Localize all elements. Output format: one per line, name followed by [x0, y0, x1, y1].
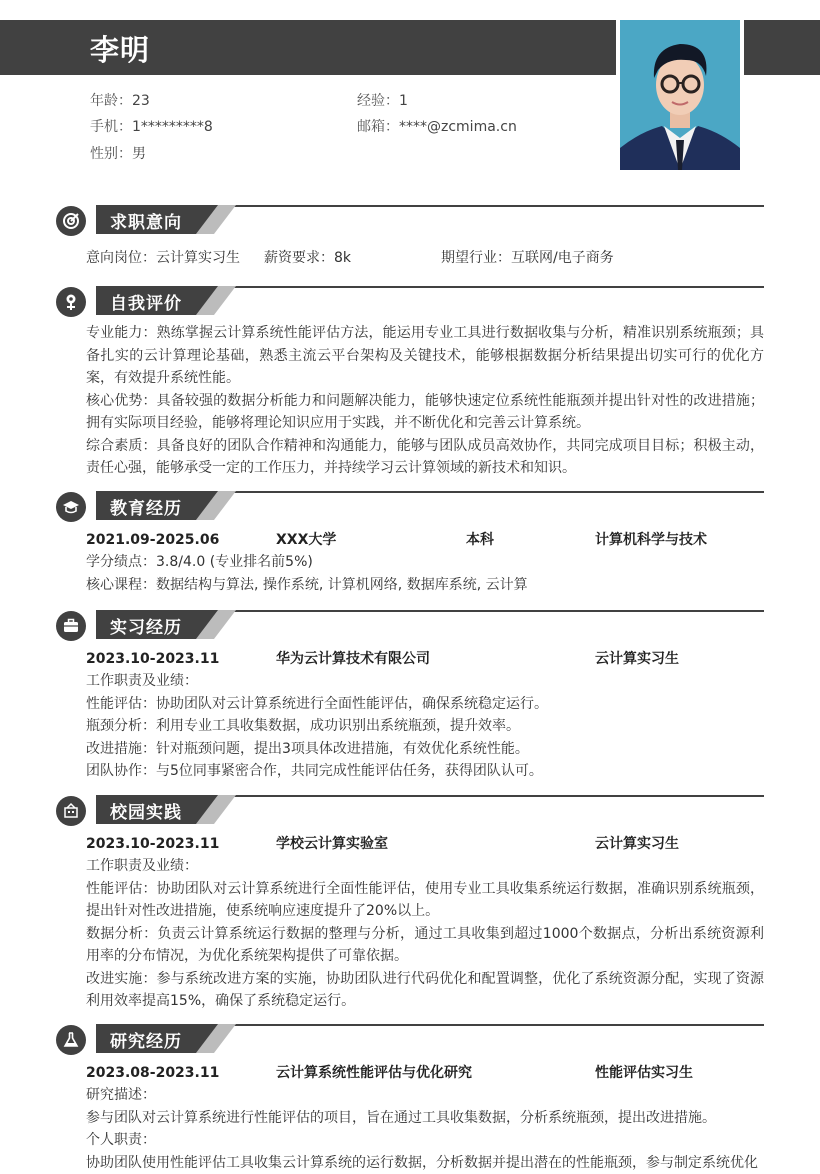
profile-photo — [620, 20, 740, 170]
self-eval-paragraph: 专业能力：熟练掌握云计算系统性能评估方法，能运用专业工具进行数据收集与分析，精准识别系统瓶颈；具备扎实的云计算理论基础，熟悉主流云平台架构及关键技术，能够根据数据分析结果提出切实可行的优化方案，有效提升系统性能。 — [86, 322, 764, 390]
internship-line: 团队协作：与5位同事紧密合作，共同完成性能评估任务，获得团队认可。 — [86, 760, 764, 783]
experience-field — [357, 91, 408, 111]
self-eval-paragraph: 综合素质：具备良好的团队合作精神和沟通能力，能够与团队成员高效协作，共同完成项目目标；积极主动，责任心强，能够承受一定的工作压力，并持续学习云计算领域的新技术和知识。 — [86, 435, 764, 480]
section-header — [56, 795, 764, 827]
experience-label: 经验： — [357, 93, 399, 109]
gender-field — [90, 144, 146, 164]
courses-line: 核心课程：数据结构与算法, 操作系统, 计算机网络, 数据库系统, 云计算 — [86, 574, 764, 597]
gender-label: 性别： — [90, 146, 132, 162]
campus-role: 云计算实习生 — [595, 833, 679, 856]
phone-label: 手机： — [90, 119, 132, 135]
email-field — [357, 117, 517, 137]
age-value: 23 — [132, 93, 150, 109]
project-name: 云计算系统性能评估与优化研究 — [276, 1062, 472, 1085]
section-header — [56, 610, 764, 642]
section-header — [56, 205, 764, 237]
internship-role: 云计算实习生 — [595, 648, 679, 671]
internship-line: 瓶颈分析：利用专业工具收集数据，成功识别出系统瓶颈，提升效率。 — [86, 715, 764, 738]
section-title: 实习经历 — [110, 613, 182, 638]
section-header — [56, 286, 764, 318]
header-bar-right — [744, 20, 820, 75]
email-value: ****@zcmima.cn — [399, 119, 517, 135]
section-research — [56, 1024, 764, 1174]
phone-value: 1*********8 — [132, 119, 213, 135]
self-eval-paragraph: 核心优势：具备较强的数据分析能力和问题解决能力，能够快速定位系统性能瓶颈并提出针对性的改进措施；拥有实际项目经验，能够将理论知识应用于实践，并不断优化和完善云计算系统。 — [86, 390, 764, 435]
campus-line: 数据分析：负责云计算系统运行数据的整理与分析，通过工具收集到超过1000个数据点，分析出系统资源利用率的分布情况，为优化系统架构提供了可靠依据。 — [86, 923, 764, 968]
company-name: 华为云计算技术有限公司 — [276, 648, 430, 671]
email-label: 邮箱： — [357, 119, 399, 135]
campus-period: 2023.10-2023.11 — [86, 833, 219, 856]
major: 计算机科学与技术 — [595, 529, 707, 552]
research-period: 2023.08-2023.11 — [86, 1062, 219, 1085]
research-line: 协助团队使用性能评估工具收集云计算系统的运行数据，分析数据并提出潜在的性能瓶颈，参与制定系统优化 — [86, 1152, 764, 1174]
education-period: 2021.09-2025.06 — [86, 529, 219, 552]
research-role: 性能评估实习生 — [595, 1062, 693, 1085]
campus-line: 工作职责及业绩： — [86, 855, 764, 878]
salary-expectation: 薪资要求：8k — [264, 247, 351, 270]
building-icon — [56, 796, 86, 826]
flask-icon — [56, 1025, 86, 1055]
org-name: 学校云计算实验室 — [276, 833, 388, 856]
internship-line: 性能评估：协助团队对云计算系统进行全面性能评估，确保系统稳定运行。 — [86, 693, 764, 716]
internship-period: 2023.10-2023.11 — [86, 648, 219, 671]
research-line: 个人职责： — [86, 1129, 764, 1152]
campus-entry-header — [86, 831, 764, 855]
section-title: 教育经历 — [110, 494, 182, 519]
age-label: 年龄： — [90, 93, 132, 109]
age-field — [90, 91, 150, 111]
flower-icon — [56, 287, 86, 317]
expected-industry: 期望行业：互联网/电子商务 — [441, 247, 614, 270]
target-icon — [56, 206, 86, 236]
section-title: 求职意向 — [110, 208, 182, 233]
experience-value: 1 — [399, 93, 408, 109]
research-line: 研究描述： — [86, 1084, 764, 1107]
section-campus-practice — [56, 795, 764, 1013]
section-title: 自我评价 — [110, 289, 182, 314]
education-entry-header — [86, 527, 764, 551]
degree: 本科 — [466, 529, 494, 552]
internship-line: 工作职责及业绩： — [86, 670, 764, 693]
campus-line: 改进实施：参与系统改进方案的实施，协助团队进行代码优化和配置调整，优化了系统资源分配，实现了资源利用效率提高15%，确保了系统稳定运行。 — [86, 968, 764, 1013]
graduation-cap-icon — [56, 492, 86, 522]
section-title: 校园实践 — [110, 798, 182, 823]
candidate-name: 李明 — [90, 28, 150, 69]
school-name: XXX大学 — [276, 529, 336, 552]
internship-entry-header — [86, 646, 764, 670]
gender-value: 男 — [132, 146, 146, 162]
section-header — [56, 491, 764, 523]
section-internship — [56, 610, 764, 783]
gpa-line: 学分绩点：3.8/4.0 (专业排名前5%) — [86, 551, 764, 574]
internship-line: 改进措施：针对瓶颈问题，提出3项具体改进措施，有效优化系统性能。 — [86, 738, 764, 761]
research-line: 参与团队对云计算系统进行性能评估的项目，旨在通过工具收集数据，分析系统瓶颈，提出改进措施。 — [86, 1107, 764, 1130]
intended-position: 意向岗位：云计算实习生 — [86, 247, 240, 270]
briefcase-icon — [56, 611, 86, 641]
section-self-evaluation — [56, 286, 764, 480]
section-title: 研究经历 — [110, 1027, 182, 1052]
section-job-intent — [56, 205, 764, 277]
phone-field — [90, 117, 213, 137]
research-entry-header — [86, 1060, 764, 1084]
campus-line: 性能评估：协助团队对云计算系统进行全面性能评估，使用专业工具收集系统运行数据，准确识别系统瓶颈，提出针对性改进措施，使系统响应速度提升了20%以上。 — [86, 878, 764, 923]
section-education — [56, 491, 764, 596]
section-header — [56, 1024, 764, 1056]
